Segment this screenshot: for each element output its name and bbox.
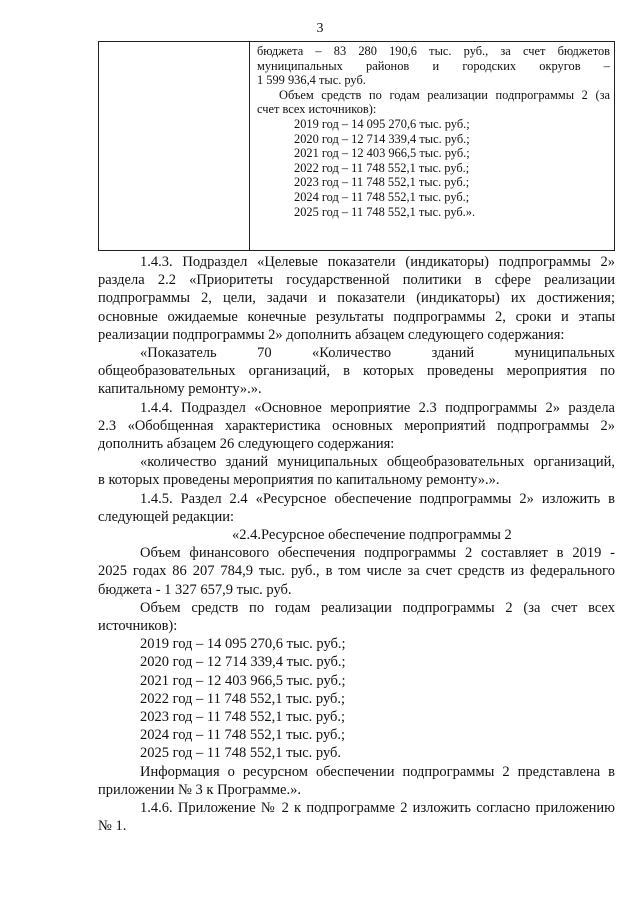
year-line: 2023 год – 11 748 552,1 тыс. руб.; [140, 709, 346, 726]
text-line: основные ожидаемые конечные результаты подпрограммы 2, сроки и этапы [98, 308, 615, 325]
text-line: 1.4.5. Раздел 2.4 «Ресурсное обеспечение подпрограммы 2» изложить в [140, 490, 615, 507]
year-line: 2020 год – 12 714 339,4 тыс. руб.; [140, 654, 346, 671]
text-line: приложении № 3 к Программе.». [98, 781, 301, 798]
text-line: бюджета - 1 327 657,9 тыс. руб. [98, 581, 292, 598]
year-line: 2021 год – 12 403 966,5 тыс. руб.; [140, 672, 346, 689]
table-year-line: 2021 год – 12 403 966,5 тыс. руб.; [294, 146, 470, 161]
by-years-paragraph [98, 599, 615, 635]
table-line: счет всех источников): [257, 102, 377, 117]
table-cell-content [257, 44, 610, 219]
table-year-line: 2023 год – 11 748 552,1 тыс. руб.; [294, 175, 470, 190]
paragraph-1-4-5 [98, 490, 615, 526]
text-line: 1.4.4. Подраздел «Основное мероприятие 2.3 подпрограммы 2» раздела [140, 399, 615, 416]
quote-indicator-70 [98, 344, 615, 399]
text-line: в которых проведены мероприятия по капитальному ремонту».». [98, 472, 500, 489]
table-line: 1 599 936,4 тыс. руб. [257, 73, 366, 88]
paragraph-1-4-3 [98, 253, 615, 344]
text-line: Объем средств по годам реализации подпрограммы 2 (за счет всех [140, 599, 615, 616]
section-title-text: «2.4.Ресурсное обеспечение подпрограммы 2 [232, 527, 512, 544]
info-paragraph [98, 763, 615, 799]
page-number: 3 [316, 21, 324, 36]
table-year-line: 2024 год – 11 748 552,1 тыс. руб.; [294, 189, 470, 204]
text-line: Объем финансового обеспечения подпрограммы 2 составляет в 2019 - [140, 545, 615, 562]
text-line: 2.3 «Обобщенная характеристика основных мероприятий подпрограммы 2» [98, 417, 615, 434]
text-line: капитальному ремонту».». [98, 381, 262, 398]
paragraph-1-4-4 [98, 399, 615, 454]
text-line: следующей редакции: [98, 508, 235, 525]
year-line: 2022 год – 11 748 552,1 тыс. руб.; [140, 690, 346, 707]
year-line: 2025 год – 11 748 552,1 тыс. руб. [140, 745, 342, 762]
text-line: раздела 2.2 «Приоритеты государственной политики в сфере реализации [98, 272, 615, 289]
text-line: реализации подпрограммы 2» дополнить абзацем следующего содержания: [98, 326, 565, 343]
text-line: «Показатель 70 «Количество зданий муниципальных [140, 345, 615, 362]
funding-paragraph [98, 544, 615, 599]
text-line: Информация о ресурсном обеспечении подпрограммы 2 представлена в [140, 763, 615, 780]
table-year-line: 2020 год – 12 714 339,4 тыс. руб.; [294, 131, 470, 146]
table-column-divider [249, 41, 250, 251]
text-line: № 1. [98, 818, 127, 835]
table-line: муниципальных районов и городских округов – [257, 58, 610, 73]
document-body [98, 253, 615, 836]
table-line: бюджета – 83 280 190,6 тыс. руб., за счет бюджетов [257, 44, 610, 58]
text-line: «количество зданий муниципальных общеобразовательных организаций, [140, 454, 615, 471]
table-year-line: 2019 год – 14 095 270,6 тыс. руб.; [294, 116, 470, 131]
table-year-line: 2022 год – 11 748 552,1 тыс. руб.; [294, 160, 470, 175]
text-line: 2025 годах 86 207 784,9 тыс. руб., в том числе за счет средств из федерального [98, 563, 615, 580]
text-line: подпрограммы 2, цели, задачи и показатели (индикаторы) их достижения; [98, 290, 615, 307]
table-line: Объем средств по годам реализации подпрограммы 2 (за [279, 87, 610, 102]
section-title [98, 526, 615, 544]
text-line: дополнить абзацем 26 следующего содержания: [98, 436, 395, 453]
text-line: общеобразовательных организаций, в которых проведены мероприятия по [98, 363, 615, 380]
years-list [98, 635, 615, 762]
quote-paragraph-26 [98, 453, 615, 489]
year-line: 2024 год – 11 748 552,1 тыс. руб.; [140, 727, 346, 744]
text-line: 1.4.6. Приложение № 2 к подпрограмме 2 изложить согласно приложению [140, 800, 615, 817]
paragraph-1-4-6 [98, 799, 615, 835]
year-line: 2019 год – 14 095 270,6 тыс. руб.; [140, 636, 346, 653]
table-year-line: 2025 год – 11 748 552,1 тыс. руб.». [294, 204, 476, 219]
text-line: источников): [98, 618, 178, 635]
text-line: 1.4.3. Подраздел «Целевые показатели (индикаторы) подпрограммы 2» [140, 254, 615, 270]
program-table [98, 41, 615, 251]
